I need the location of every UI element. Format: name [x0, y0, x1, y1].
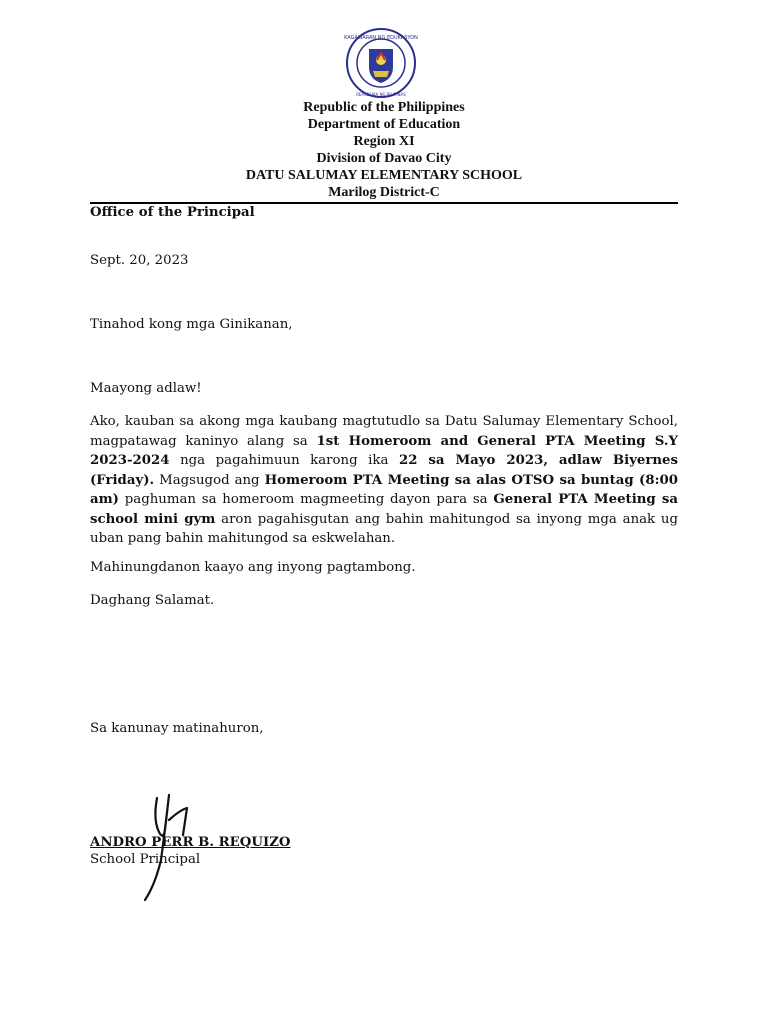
header-region: Region XI	[353, 134, 415, 149]
general-venue: General PTA Meeting sa school mini gym	[90, 492, 679, 527]
letter-body: Ako, kauban sa akong mga kaubang magtutudlo sa Datu Salumay Elementary School, magpatawag kaninyo alang sa 1st Homeroom and General PTA Meeting S.Y 2023-2024 nga pagahimuun karong ika 22 sa Mayo 2023, adlaw Biyernes (Friday). Magsugod ang Homeroom PTA Meeting sa alas OTSO sa buntag (8:00 am) paghuman sa homeroom magmeeting dayon para sa General PTA Meeting sa school mini gym aron pagahisgutan ang bahin mahitungod sa inyong mga anak ug uban pang bahin mahitungod sa eskwelahan.	[90, 414, 679, 546]
header-school: DATU SALUMAY ELEMENTARY SCHOOL	[245, 168, 523, 183]
header-division: Division of Davao City	[316, 151, 452, 166]
meeting-title: 1st Homeroom and General PTA Meeting S.Y 2023-2024	[90, 433, 678, 468]
thanks: Daghang Salamat.	[90, 593, 215, 608]
signatory-title: School Principal	[90, 852, 201, 867]
svg-text:KAGAWARAN NG EDUKASYON: KAGAWARAN NG EDUKASYON	[344, 35, 418, 41]
greeting: Maayong adlaw!	[90, 381, 202, 396]
svg-text:REPUBLIKA NG PILIPINAS: REPUBLIKA NG PILIPINAS	[356, 92, 406, 97]
header-district: Marilog District-C	[328, 185, 440, 200]
header-department: Department of Education	[307, 117, 461, 132]
letterhead	[0, 99, 768, 201]
deped-seal	[341, 27, 421, 99]
closing: Sa kanunay matinahuron,	[90, 721, 264, 736]
office-label: Office of the Principal	[90, 205, 255, 220]
letter-date: Sept. 20, 2023	[90, 253, 189, 268]
salutation: Tinahod kong mga Ginikanan,	[90, 317, 293, 332]
header-country: Republic of the Philippines	[303, 100, 465, 115]
signatory-name: ANDRO PERR B. REQUIZO	[90, 835, 291, 850]
meeting-date: 22 sa Mayo 2023, adlaw Biyernes (Friday).	[90, 453, 678, 488]
homeroom-time: Homeroom PTA Meeting sa alas OTSO sa buntag (8:00 am)	[90, 472, 678, 507]
importance-note: Mahinungdanon kaayo ang inyong pagtambong.	[90, 560, 416, 575]
